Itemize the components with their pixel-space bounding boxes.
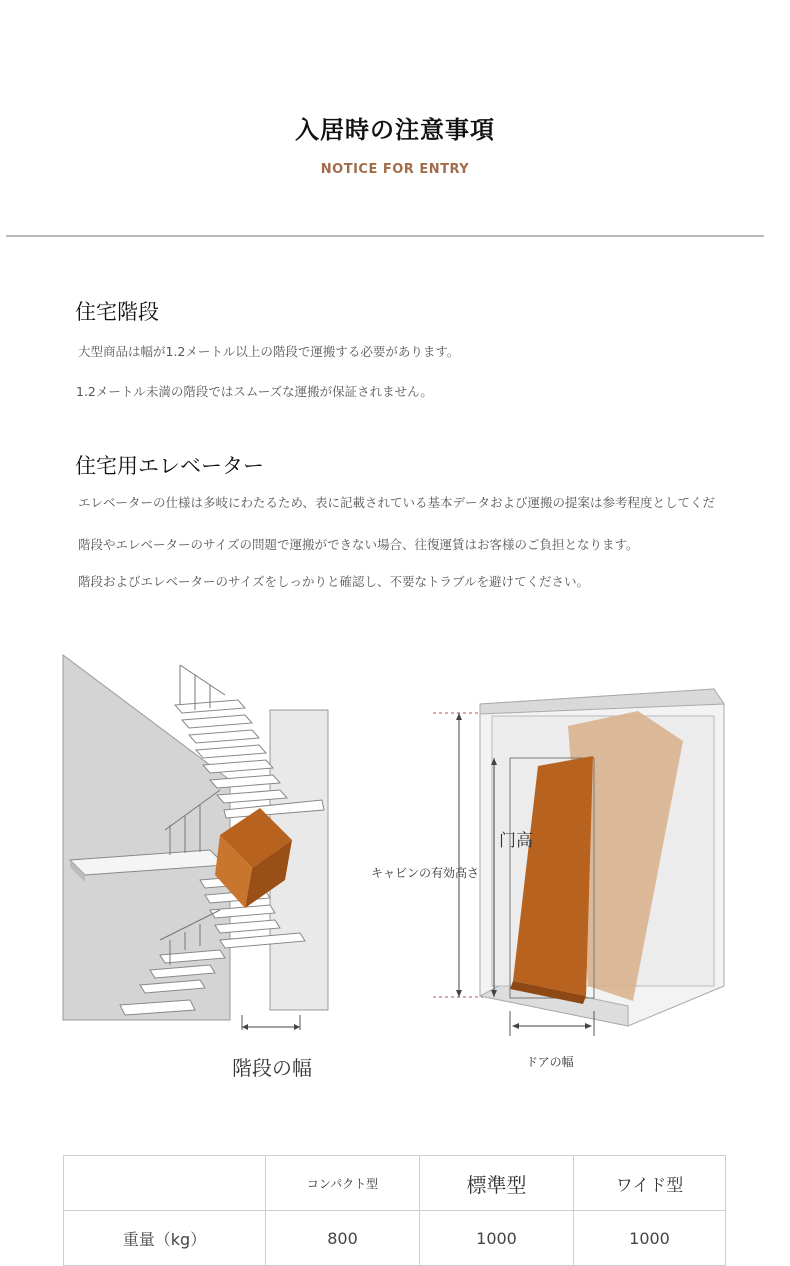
table-row <box>64 1211 726 1266</box>
table-cell-compact: 800 <box>266 1211 420 1266</box>
elevator-line-2: 階段やエレベーターのサイズの問題で運搬ができない場合、往復運賃はお客様のご負担となります。 <box>78 537 639 552</box>
door-height-label: 门高 <box>499 831 533 851</box>
door-width-label: ドアの幅 <box>526 1055 574 1069</box>
table-cell-label: 重量（kg） <box>64 1211 266 1266</box>
elevator-line-3: 階段およびエレベーターのサイズをしっかりと確認し、不要なトラブルを避けてください。 <box>78 574 590 589</box>
table-header-wide: ワイド型 <box>574 1156 726 1211</box>
table-cell-standard: 1000 <box>420 1211 574 1266</box>
table-header-row <box>64 1156 726 1211</box>
elevator-illustration <box>428 686 728 1036</box>
header-divider <box>6 235 764 237</box>
stairs-width-arrow <box>238 1020 308 1034</box>
table-header-standard: 標準型 <box>420 1156 574 1211</box>
stairs-line-2: 1.2メートル未満の階段ではスムーズな運搬が保証されません。 <box>76 384 433 399</box>
elevator-heading: 住宅用エレベーター <box>75 454 264 478</box>
page-title: 入居時の注意事項 <box>295 116 495 144</box>
table-header-compact: コンパクト型 <box>266 1156 420 1211</box>
page-subtitle: NOTICE FOR ENTRY <box>320 162 470 177</box>
cabin-height-label: キャビンの有効高さ <box>371 866 480 880</box>
table-header-empty <box>64 1156 266 1211</box>
elevator-line-1: エレベーターの仕様は多岐にわたるため、表に記載されている基本データおよび運搬の提案は参考程度としてくだ <box>78 495 716 510</box>
stairs-heading: 住宅階段 <box>75 300 159 324</box>
stairs-line-1: 大型商品は幅が1.2メートル以上の階段で運搬する必要があります。 <box>78 344 460 359</box>
spec-table <box>63 1155 726 1266</box>
table-cell-wide: 1000 <box>574 1211 726 1266</box>
stairs-illustration <box>60 650 340 1030</box>
stairs-width-label: 階段の幅 <box>232 1056 312 1080</box>
